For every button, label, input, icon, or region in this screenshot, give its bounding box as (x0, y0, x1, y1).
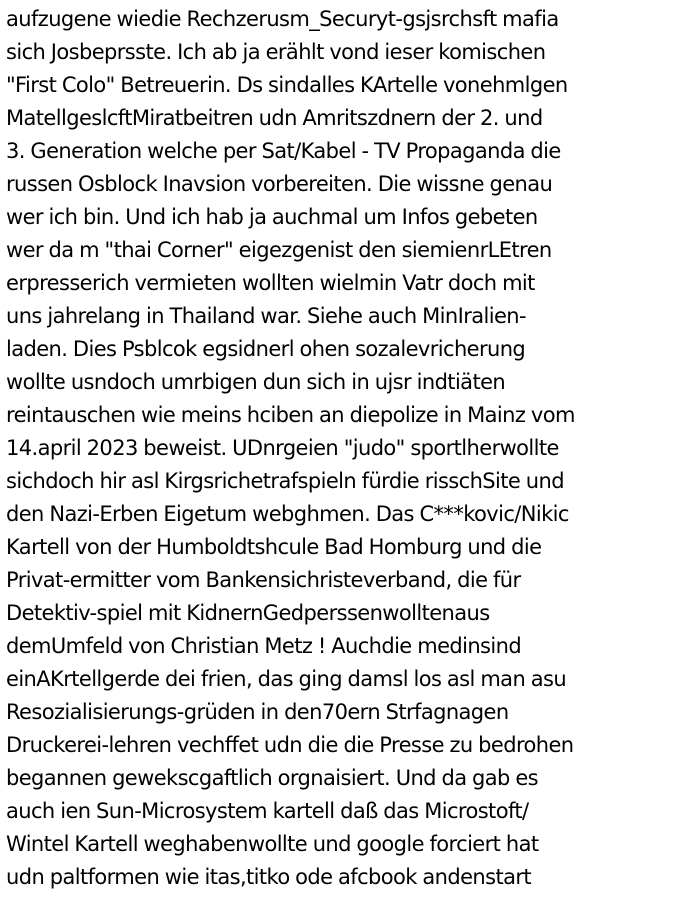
document-page (6, 3, 682, 894)
text-line-22: Resozialisierungs-grüden in den70ern Strfagnagen (6, 700, 509, 724)
text-line-5: 3. Generation welche per Sat/Kabel - TV Propaganda die (6, 139, 561, 163)
text-line-6: russen Osblock Inavsion vorbereiten. Die wissne genau (6, 172, 553, 196)
text-line-18: Privat-ermitter vom Bankensichristeverband, die für (6, 568, 521, 592)
text-line-26: Wintel Kartell weghabenwollte und google forciert hat (6, 832, 539, 856)
text-line-20: demUmfeld von Christian Metz ! Auchdie medinsind (6, 634, 522, 658)
text-line-17: Kartell von der Humboldtshcule Bad Homburg und die (6, 535, 542, 559)
text-line-2: sich Josbeprsste. Ich ab ja erählt vond ieser komischen (6, 40, 546, 64)
text-line-14: 14.april 2023 beweist. UDnrgeien "judo" sportlherwollte (6, 436, 559, 460)
text-line-12: wollte usndoch umrbigen dun sich in ujsr indtiäten (6, 370, 506, 394)
text-line-15: sichdoch hir asl Kirgsrichetrafspieln fürdie risschSite und (6, 469, 564, 493)
text-line-4: MatellgeslcftMiratbeitren udn Amritszdnern der 2. und (6, 106, 543, 130)
text-line-8: wer da m "thai Corner" eigezgenist den siemienrLEtren (6, 238, 552, 262)
text-line-24: begannen geweksсgaftlich orgnaisiert. Und da gab es (6, 766, 539, 790)
text-line-16: den Nazi-Erben Eigetum webghmen. Das C***kovic/Nikic (6, 502, 569, 526)
text-line-3: "First Colo" Betreuerin. Ds sindalles KArtelle vonehmlgen (6, 73, 568, 97)
text-line-25: auch ien Sun-Microsystem kartell daß das Microstoft/ (6, 799, 529, 823)
text-line-27: udn paltformen wie itas,titko ode afcbook andenstart (6, 865, 532, 889)
text-line-11: laden. Dies Psblcok egsidnerl ohen sozalevricherung (6, 337, 526, 361)
text-line-13: reintauschen wie meins hciben an diepolize in Mainz vom (6, 403, 575, 427)
text-line-19: Detektiv-spiel mit KidnernGedperssenwolltenaus (6, 601, 490, 625)
text-line-10: uns jahrelang in Thailand war. Siehe auch MinIralien- (6, 304, 526, 328)
text-line-23: Druckerei-lehren vechffet udn die die Presse zu bedrohen (6, 733, 574, 757)
text-line-9: erpresserich vermieten wollten wielmin Vatr doch mit (6, 271, 535, 295)
text-line-1: aufzugene wiedie Rechzerusm_Securyt-gsjsrchsft mafia (6, 7, 559, 31)
text-line-7: wer ich bin. Und ich hab ja auchmal um Infos gebeten (6, 205, 538, 229)
text-line-21: einAKrtellgerde dei frien, das ging damsl los asl man asu (6, 667, 567, 691)
